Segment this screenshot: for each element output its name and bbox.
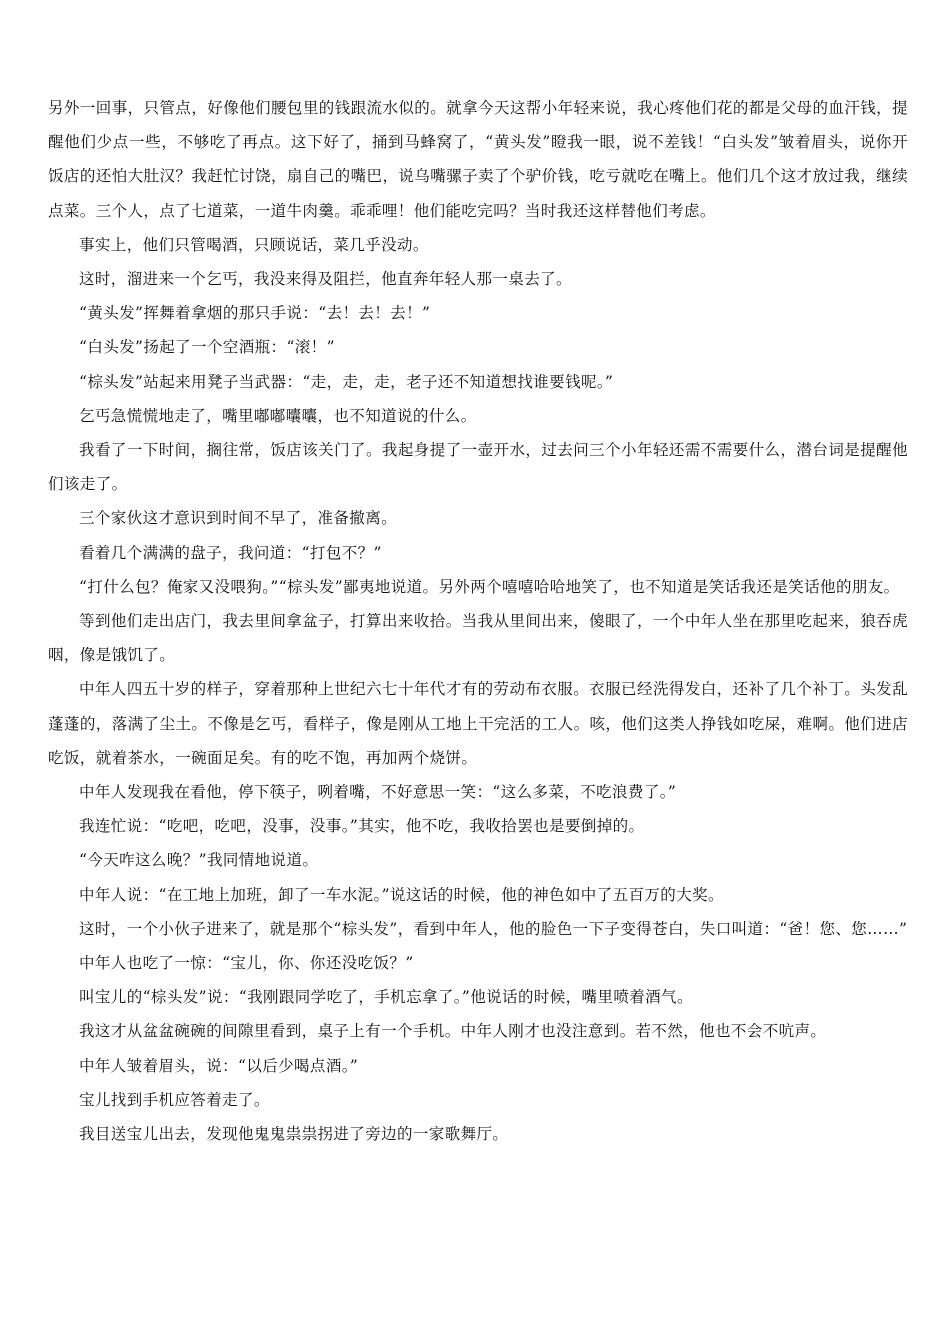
document-page <box>48 91 908 1151</box>
paragraph: 我这才从盆盆碗碗的间隙里看到，桌子上有一个手机。中年人刚才也没注意到。若不然，他也不会不吭声。 <box>79 1022 827 1041</box>
paragraph: “棕头发”站起来用凳子当武器：“走，走，走，老子还不知道想找谁要钱呢。” <box>79 372 614 391</box>
paragraph: 我连忙说：“吃吧，吃吧，没事，没事。”其实，他不吃，我收拾罢也是要倒掉的。 <box>79 817 645 836</box>
paragraph: 三个家伙这才意识到时间不早了，准备撤离。 <box>79 509 398 528</box>
paragraph: 我看了一下时间，搁往常，饭店该关门了。我起身提了一壶开水，过去问三个小年轻还需不需要什么，潜台词是提醒他们该走了。 <box>48 441 908 494</box>
paragraph: “黄头发”挥舞着拿烟的那只手说：“去！去！去！” <box>79 304 431 323</box>
paragraph: 中年人皱着眉头，说：“以后少喝点酒。” <box>79 1056 359 1075</box>
paragraph: 宝儿找到手机应答着走了。 <box>79 1090 270 1109</box>
paragraph: 乞丐急慌慌地走了，嘴里嘟嘟囔囔，也不知道说的什么。 <box>79 406 477 425</box>
paragraph: 中年人四五十岁的样子，穿着那种上世纪六七十年代才有的劳动布衣服。衣服已经洗得发白，还补了几个补丁。头发乱蓬蓬的，落满了尘土。不像是乞丐，看样子，像是刚从工地上干完活的工人。咳，他们这类人挣钱如吃屎，难啊。他们进店吃饭，就着茶水，一碗面足矣。有的吃不饱，再加两个烧饼。 <box>48 680 908 767</box>
paragraph: “白头发”扬起了一个空酒瓶：“滚！” <box>79 338 335 357</box>
paragraph: 事实上，他们只管喝酒，只顾说话，菜几乎没动。 <box>79 235 429 254</box>
paragraph: 这时，一个小伙子进来了，就是那个“棕头发”，看到中年人，他的脸色一下子变得苍白，失口叫道：“爸！您、您……” <box>79 919 908 938</box>
paragraph: “打什么包？俺家又没喂狗。”“棕头发”鄙夷地说道。另外两个嘻嘻哈哈地笑了，也不知道是笑话我还是笑话他的朋友。 <box>79 577 900 596</box>
paragraph: 中年人也吃了一惊：“宝儿，你、你还没吃饭？” <box>79 954 414 973</box>
paragraph: 中年人说：“在工地上加班，卸了一车水泥。”说这话的时候，他的神色如中了五百万的大奖。 <box>79 885 724 904</box>
paragraph: 看着几个满满的盘子，我问道：“打包不？” <box>79 543 382 562</box>
paragraph: 这时，溜进来一个乞丐，我没来得及阻拦，他直奔年轻人那一桌去了。 <box>79 270 572 289</box>
paragraph: 中年人发现我在看他，停下筷子，咧着嘴，不好意思一笑：“这么多菜，不吃浪费了。” <box>79 783 677 802</box>
paragraph: 等到他们走出店门，我去里间拿盆子，打算出来收拾。当我从里间出来，傻眼了，一个中年人坐在那里吃起来，狼吞虎咽，像是饿饥了。 <box>48 612 908 665</box>
paragraph-continued: 另外一回事，只管点，好像他们腰包里的钱跟流水似的。就拿今天这帮小年轻来说，我心疼他们花的都是父母的血汗钱，提醒他们少点一些，不够吃了再点。这下好了，捅到马蜂窝了，“黄头发”瞪我一眼，说不差钱！“白头发”皱着眉头，说你开饭店的还怕大肚汉？我赶忙讨饶，扇自己的嘴巴，说乌嘴骡子卖了个驴价钱，吃亏就吃在嘴上。他们几个这才放过我，继续点菜。三个人，点了七道菜，一道牛肉羹。乖乖哩！他们能吃完吗？当时我还这样替他们考虑。 <box>48 99 908 220</box>
paragraph: 叫宝儿的“棕头发”说：“我刚跟同学吃了，手机忘拿了。”他说话的时候，嘴里喷着酒气。 <box>79 988 693 1007</box>
paragraph: “今天咋这么晚？”我同情地说道。 <box>79 851 319 870</box>
paragraph: 我目送宝儿出去，发现他鬼鬼祟祟拐进了旁边的一家歌舞厅。 <box>79 1125 509 1144</box>
